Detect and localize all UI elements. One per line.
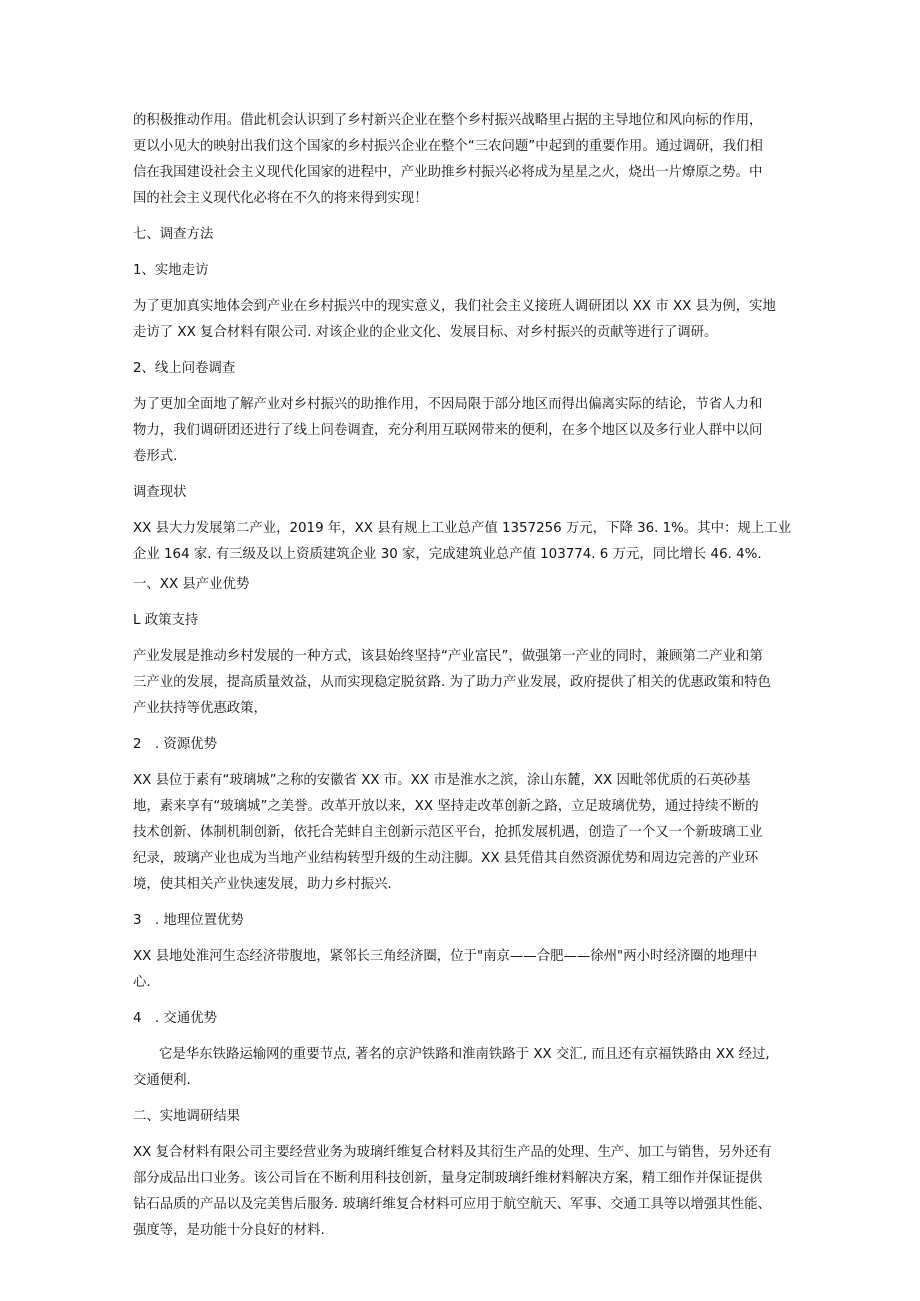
paragraph [133, 294, 792, 346]
text-line: XX 县大力发展第二产业，2019 年，XX 县有规上工业总产值 1357256 万元，下降 36. 1%。其中：规上工业 [133, 521, 792, 536]
heading-text: 3 . 地理位置优势 [133, 913, 244, 928]
text-line: 部分成品出口业务。该公司旨在不断利用科技创新，量身定制玻璃纤维材料解决方案，精工细作并保证提供 [133, 1171, 763, 1186]
section-heading [133, 572, 792, 598]
text-line: 三产业的发展，提高质量效益，从而实现稳定脱贫路. 为了助力产业发展，政府提供了相关的优惠政策和特色 [133, 675, 771, 690]
heading-text: 一、XX 县产业优势 [133, 577, 250, 592]
text-line: 的积极推动作用。借此机会认识到了乡村新兴企业在整个乡村振兴战略里占据的主导地位和风向标的作用， [133, 113, 763, 128]
text-line: 强度等，是功能十分良好的材料. [133, 1223, 325, 1238]
section-heading [133, 480, 792, 506]
heading-text: 七、调查方法 [133, 227, 214, 242]
text-line: 纪录，玻璃产业也成为当地产业结构转型升级的生动注脚。XX 县凭借其自然资源优势和周边完善的产业环 [133, 851, 759, 866]
heading-text: 2、线上问卷调查 [133, 361, 236, 376]
paragraph [133, 944, 792, 996]
paragraph [133, 1042, 792, 1094]
text-line: XX 县地处淮河生态经济带腹地，紧邻长三角经济圈，位于"南京——合肥——徐州"两小时经济圈的地理中 [133, 949, 758, 964]
heading-text: 调查现状 [133, 485, 187, 500]
section-heading [133, 1104, 792, 1130]
text-line: 境，使其相关产业快速发展，助力乡村振兴. [133, 877, 392, 892]
subsection-heading [133, 908, 792, 934]
heading-text: 4 . 交通优势 [133, 1011, 217, 1026]
heading-text: L 政策支持 [133, 613, 199, 628]
subsection-heading [133, 258, 792, 284]
text-line: 交通便利. [133, 1073, 191, 1088]
paragraph [133, 392, 792, 470]
subsection-heading [133, 732, 792, 758]
text-line: 卷形式. [133, 449, 178, 464]
paragraph [133, 108, 792, 212]
text-line: 产业扶持等优惠政策， [133, 701, 267, 716]
text-line: 它是华东铁路运输网的重要节点, 著名的京沪铁路和淮南铁路于 XX 交汇, 而且还有京福铁路由 XX 经过, [159, 1047, 770, 1062]
text-line: 钻石品质的产品以及完美售后服务. 玻璃纤维复合材料可应用于航空航天、军事、交通工具等以增强其性能、 [133, 1197, 771, 1212]
text-line: 走访了 XX 复合材料有限公司. 对该企业的企业文化、发展目标、对乡村振兴的贡献等进行了调研。 [133, 325, 718, 340]
text-line: 国的社会主义现代化必将在不久的将来得到实现！ [133, 191, 428, 206]
subsection-heading [133, 1006, 792, 1032]
heading-text: 二、实地调研结果 [133, 1109, 241, 1124]
text-line: 为了更加真实地体会到产业在乡村振兴中的现实意义，我们社会主义接班人调研团以 XX 市 XX 县为例，实地 [133, 299, 776, 314]
subsection-heading [133, 608, 792, 634]
heading-text: 1、实地走访 [133, 263, 209, 278]
text-line: 心. [133, 975, 151, 990]
heading-text: 2 . 资源优势 [133, 737, 217, 752]
text-line: XX 复合材料有限公司主要经营业务为玻璃纤维复合材料及其衍生产品的处理、生产、加工与销售，另外还有 [133, 1145, 772, 1160]
text-line: XX 县位于素有“玻璃城”之称的安徽省 XX 市。XX 市是淮水之滨，涂山东麓，XX 因毗邻优质的石英砂基 [133, 773, 751, 788]
text-line: 物力，我们调研团还进行了线上问卷调査，充分利用互联网带来的便利，在多个地区以及多行业人群中以问 [133, 423, 763, 438]
text-line: 产业发展是推动乡村发展的一种方式，该县始终坚持“产业富民”，做强第一产业的同时，兼顾第二产业和第 [133, 649, 763, 664]
text-line: 企业 164 家. 有三级及以上资质建筑企业 30 家，完成建筑业总产值 103774. 6 万元，同比增长 46. 4%. [133, 547, 762, 562]
text-line: 更以小见大的映射出我们这个国家的乡村振兴企业在整个“三农问题”中起到的重要作用。通过调研，我们相 [133, 139, 763, 154]
paragraph [133, 768, 792, 898]
text-line: 技术创新、体制机制创新，依托合芜蚌自主创新示范区平台，抢抓发展机遇，创造了一个又一个新玻璃工业 [133, 825, 763, 840]
paragraph [133, 516, 792, 568]
subsection-heading [133, 356, 792, 382]
paragraph [133, 1140, 792, 1244]
text-line: 地，素来享有“玻璃城”之美誉。改革开放以来，XX 坚持走改革创新之路，立足玻璃优势，通过持续不断的 [133, 799, 759, 814]
section-heading [133, 222, 792, 248]
paragraph [133, 644, 792, 722]
text-line: 为了更加全面地了解产业对乡村振兴的助推作用，不因局限于部分地区而得出偏离实际的结论，节省人力和 [133, 397, 763, 412]
text-line: 信在我国建设社会主义现代化国家的进程中，产业助推乡村振兴必将成为星星之火，烧出一片燎原之势。中 [133, 165, 763, 180]
